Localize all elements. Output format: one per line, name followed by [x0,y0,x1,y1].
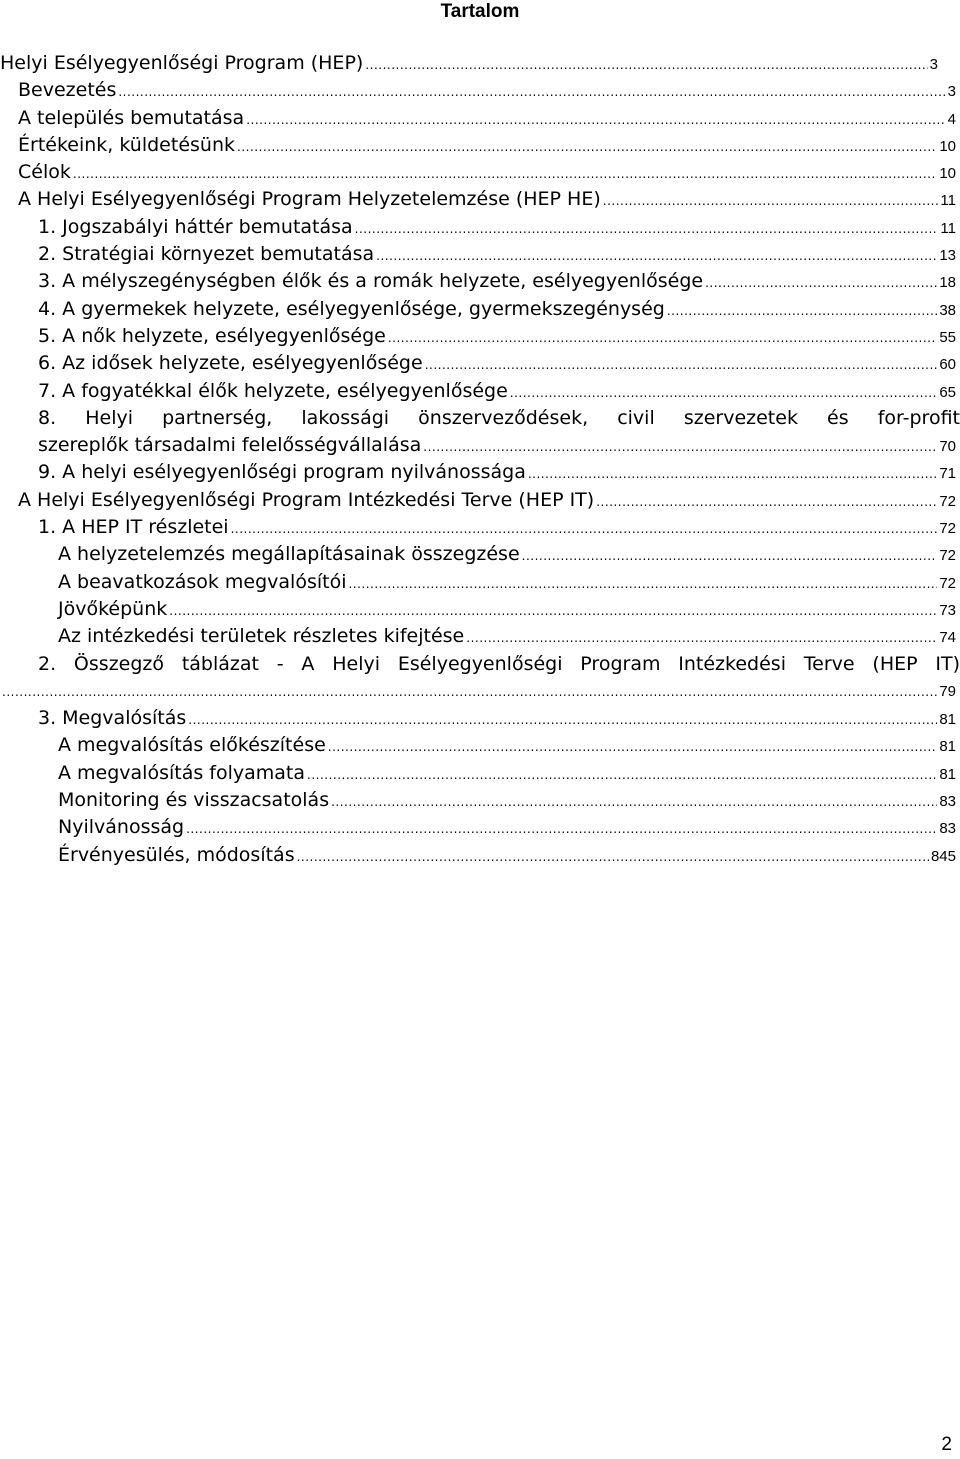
toc-entry-text: Monitoring és visszacsatolás [58,789,330,812]
toc-leader-dots [388,325,937,352]
toc-entry-telepules[interactable] [0,105,960,132]
toc-entry-hep-it[interactable] [0,487,960,514]
page-title: Tartalom [440,1,520,22]
toc-entry-text: Jövőképünk [58,597,168,620]
toc-page-number: 10 [939,137,956,155]
toc-entry-ervenyesules[interactable] [0,842,960,869]
toc-page-number: 18 [939,274,956,292]
toc-entry-osszegzo-tablazat[interactable] [0,651,960,706]
toc-page-number: 11 [940,219,956,237]
toc-leader-dots [522,543,938,570]
toc-entry-text: 3. Megvalósítás [38,707,187,730]
toc-page-number: 72 [939,520,956,538]
toc-leader-dots [186,816,937,843]
toc-leader-dots [246,107,945,134]
toc-page-number: 71 [939,465,956,483]
toc-entry-strategiai[interactable] [0,241,960,268]
toc-entry-text: 7. A fogyatékkal élők helyzete, esélyegyenlősége [38,379,508,402]
toc-entry-idosek[interactable] [0,350,960,377]
toc-entry-elokeszites[interactable] [0,732,960,759]
toc-leader-dots [348,571,937,598]
toc-leader-dots [169,598,937,625]
toc-entry-folyamata[interactable] [0,760,960,787]
toc-entry-ertekeink[interactable] [0,132,960,159]
toc-page-number: 60 [939,356,956,374]
toc-entry-text: A település bemutatása [18,106,245,129]
toc-entry-fogyatekkal[interactable] [0,378,960,405]
toc-page-number: 13 [939,247,956,265]
toc-page-number: 72 [939,547,956,565]
toc-entry-text: 2. Stratégiai környezet bemutatása [38,243,375,266]
toc-entry-nyilvanossaga[interactable] [0,459,960,486]
toc-entry-melyszegenyseg[interactable] [0,268,960,295]
toc-entry-celok[interactable] [0,159,960,186]
toc-leader-dots [423,434,937,461]
toc-leader-dots [425,352,938,379]
toc-entry-text: Az intézkedési területek részletes kifejtése [58,625,465,648]
toc-leader-dots [365,52,927,79]
toc-page-number: 845 [930,847,956,865]
toc-entry-text: 6. Az idősek helyzete, esélyegyenlősége [38,352,423,375]
toc-entry-text: 1. A HEP IT részletei [38,516,229,539]
toc-entry-text: 9. A helyi esélyegyenlőségi program nyilvánossága [38,461,526,484]
toc-entry-megvalositas[interactable] [0,705,960,732]
toc-leader-dots [331,789,937,816]
toc-page-number: 4 [947,110,956,128]
toc-entry-text: Bevezetés [18,79,117,102]
toc-leader-dots [73,161,937,188]
toc-entry-text-line1: 8. Helyi partnerség, lakossági önszerveződések, civil szervezetek és for-profit [38,406,960,429]
toc-entry-text: 4. A gyermekek helyzete, esélyegyenlősége, gyermekszegénység [38,297,665,320]
page-number: 2 [941,1434,952,1455]
toc-entry-text-line1: 2. Összegző táblázat - A Helyi Esélyegyenlőségi Program Intézkedési Terve (HEP IT) [38,652,960,675]
toc-entry-nok[interactable] [0,323,960,350]
toc-entry-text: Nyilvánosság [58,816,185,839]
table-of-contents [0,50,960,869]
toc-page-number: 83 [939,820,956,838]
toc-entry-text: Célok [18,161,71,184]
toc-leader-dots [307,762,937,789]
toc-leader-dots [2,679,937,706]
toc-page-number: 10 [939,165,956,183]
toc-leader-dots [667,298,937,325]
toc-entry-hep[interactable] [0,50,960,77]
toc-entry-gyermekek[interactable] [0,296,960,323]
toc-entry-text: A megvalósítás előkészítése [58,734,326,757]
toc-leader-dots [297,844,929,871]
toc-page-number: 79 [939,682,956,700]
toc-entry-hep-he[interactable] [0,186,960,213]
toc-leader-dots [510,380,938,407]
toc-leader-dots [376,243,937,270]
toc-entry-text-line2: szereplők társadalmi felelősségvállalása [38,434,422,457]
toc-leader-dots [231,516,938,543]
toc-page-number: 55 [939,328,956,346]
toc-leader-dots [528,461,937,488]
toc-page-number: 3 [929,56,938,73]
toc-page-number: 11 [940,192,956,210]
toc-page-number: 38 [939,301,956,319]
toc-entry-text: A Helyi Esélyegyenlőségi Program Helyzetelemzése (HEP HE) [18,188,601,211]
toc-entry-text: A megvalósítás folyamata [58,761,306,784]
toc-leader-dots [118,79,945,106]
toc-entry-intezkedesi-teruletek[interactable] [0,623,960,650]
toc-entry-jovokepunk[interactable] [0,596,960,623]
toc-entry-text: A Helyi Esélyegyenlőségi Program Intézkedési Terve (HEP IT) [18,488,595,511]
toc-leader-dots [328,734,938,761]
toc-page-number: 70 [939,438,956,456]
toc-entry-helyzetelemzes[interactable] [0,541,960,568]
toc-page-number: 73 [939,601,956,619]
toc-entry-text: 3. A mélyszegénységben élők és a romák helyzete, esélyegyenlősége [38,270,704,293]
toc-page-number: 74 [939,629,956,647]
toc-entry-bevezetes[interactable] [0,77,960,104]
toc-leader-dots [237,134,937,161]
toc-page-number: 81 [939,738,956,756]
toc-page-number: 65 [939,383,956,401]
toc-entry-partnerseg[interactable] [0,405,960,460]
toc-page-number: 72 [939,492,956,510]
toc-page-number: 81 [939,765,956,783]
toc-entry-text: Helyi Esélyegyenlőségi Program (HEP) [0,52,364,74]
toc-entry-nyilvanossag[interactable] [0,814,960,841]
toc-entry-text: A helyzetelemzés megállapításainak összegzése [58,543,520,566]
toc-entry-beavatkozasok[interactable] [0,569,960,596]
toc-leader-dots [603,188,939,215]
toc-leader-dots [188,707,937,734]
toc-leader-dots [705,270,937,297]
toc-page-number: 83 [939,793,956,811]
toc-entry-text: Érvényesülés, módosítás [58,843,295,866]
toc-entry-monitoring[interactable] [0,787,960,814]
toc-entry-text: A beavatkozások megvalósítói [58,570,347,593]
toc-leader-dots [596,489,937,516]
toc-page-number: 81 [939,711,956,729]
toc-entry-jogszabalyi[interactable] [0,214,960,241]
toc-page-number: 3 [947,83,956,101]
toc-page-number: 72 [939,574,956,592]
toc-entry-hep-it-reszletei[interactable] [0,514,960,541]
toc-leader-dots [355,216,939,243]
toc-leader-dots [466,625,937,652]
toc-entry-text: 5. A nők helyzete, esélyegyenlősége [38,324,386,347]
toc-entry-text: 1. Jogszabályi háttér bemutatása [38,215,353,238]
toc-entry-text: Értékeink, küldetésünk [18,133,235,156]
